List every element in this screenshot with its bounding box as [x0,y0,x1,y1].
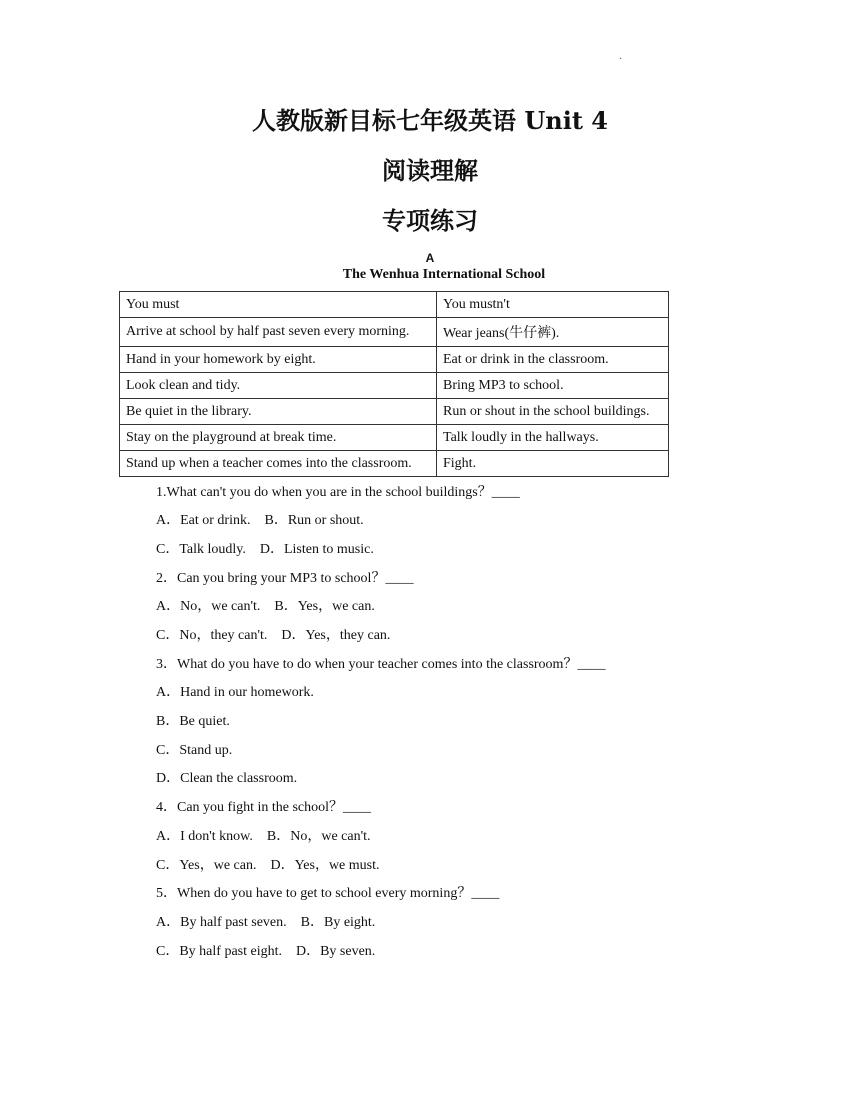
question-2-options-ab: A．No，we can't. B．Yes，we can. [156,599,375,614]
header-you-mustnt: You mustn't [437,292,669,318]
question-4-options-ab: A．I don't know. B．No，we can't. [156,829,371,844]
must-cell: Look clean and tidy. [120,373,437,399]
question-2-options-cd: C．No，they can't. D．Yes，they can. [156,628,391,643]
table-header-row [120,292,669,318]
table-row [120,399,669,425]
document-subtitle: 阅读理解 [382,156,478,185]
question-3-option-d: D．Clean the classroom. [156,771,298,786]
mustnt-cell: Run or shout in the school buildings. [437,399,669,425]
question-2: 2．Can you bring your MP3 to school？____ [156,571,414,586]
header-you-must: You must [120,292,437,318]
question-3-option-c: C．Stand up. [156,743,233,758]
mustnt-cell: Talk loudly in the hallways. [437,425,669,451]
question-3-option-a: A．Hand in our homework. [156,685,314,700]
mustnt-cell: Bring MP3 to school. [437,373,669,399]
table-row [120,347,669,373]
must-cell: Stand up when a teacher comes into the classroom. [120,451,437,477]
question-4: 4．Can you fight in the school？____ [156,800,372,815]
question-1: 1.What can't you do when you are in the school buildings？____ [156,485,520,500]
must-cell: Stay on the playground at break time. [120,425,437,451]
must-cell: Hand in your homework by eight. [120,347,437,373]
question-1-options-cd: C．Talk loudly. D．Listen to music. [156,542,374,557]
question-5-options-cd: C．By half past eight. D．By seven. [156,944,376,959]
page-mark: · [619,54,623,65]
section-letter: A [425,251,435,265]
table-row [120,318,669,347]
table-row [120,425,669,451]
section-title: The Wenhua International School [342,267,546,282]
rules-table [119,291,669,477]
table-row [120,451,669,477]
document-subtitle-2: 专项练习 [382,206,478,235]
question-5-options-ab: A．By half past seven. B．By eight. [156,915,376,930]
question-3: 3．What do you have to do when your teacher comes into the classroom？____ [156,657,606,672]
question-3-option-b: B．Be quiet. [156,714,230,729]
must-cell: Arrive at school by half past seven every morning. [120,318,437,347]
question-1-options-ab: A．Eat or drink. B．Run or shout. [156,513,364,528]
mustnt-cell: Eat or drink in the classroom. [437,347,669,373]
table-row [120,373,669,399]
document-title: 人教版新目标七年级英语 Unit 4 [252,106,608,135]
mustnt-cell: Fight. [437,451,669,477]
must-cell: Be quiet in the library. [120,399,437,425]
question-5: 5．When do you have to get to school every morning？____ [156,886,500,901]
question-4-options-cd: C．Yes，we can. D．Yes，we must. [156,858,380,873]
mustnt-cell: Wear jeans(牛仔裤). [437,318,669,347]
